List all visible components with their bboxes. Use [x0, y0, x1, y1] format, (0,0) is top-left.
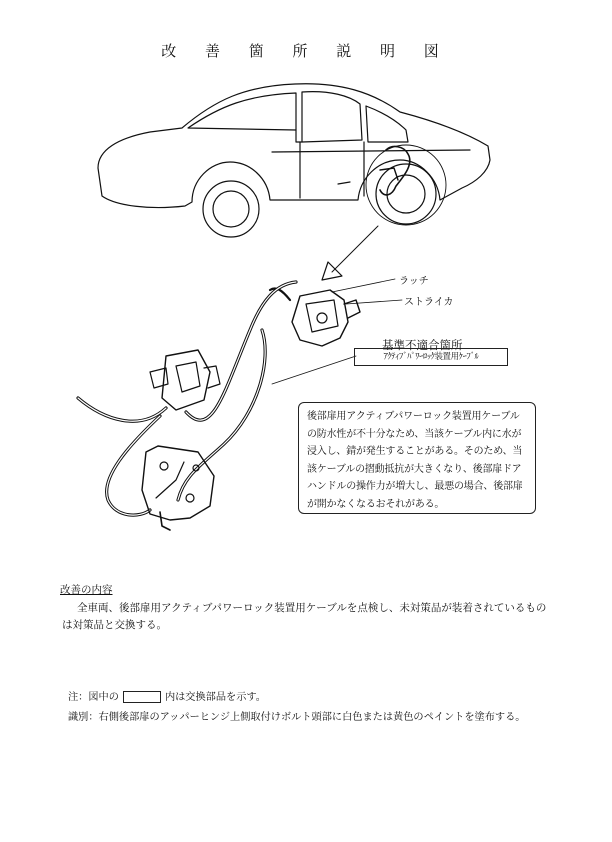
zoom-arrow [332, 226, 378, 272]
note-prefix: 注：図中の [68, 692, 119, 703]
content-body: 全車両、後部扉用アクティブパワーロック装置用ケーブルを点検し、未対策品が装着されているものは対策品と交換する。 [62, 602, 547, 631]
content-heading: 改善の内容 [60, 584, 113, 596]
latch-label: ラッチ [399, 276, 429, 287]
legend-box [123, 691, 161, 703]
page-title: 改 善 箇 所 説 明 図 [161, 42, 451, 60]
nonconformity-label: 基準不適合箇所 [382, 338, 463, 352]
replacement-part-box: ｱｸﾃｨﾌﾞﾊﾟﾜｰﾛｯｸ装置用ｹｰﾌﾞﾙ [354, 348, 508, 366]
car-illustration [98, 84, 490, 237]
note [68, 688, 266, 703]
explanation-box: 後部扉用アクティブパワーロック装置用ケーブルの防水性が不十分なため、当該ケーブル内に水が浸入し、錆が発生することがある。そのため、当該ケーブルの摺動抵抗が大きくなり、後部扉ドアハンドルの操作力が増大し、最悪の場合、後部扉が開かなくなるおそれがある。 [298, 402, 536, 514]
striker-label: ストライカ [404, 297, 454, 308]
note-suffix: 内は交換部品を示す。 [164, 692, 266, 703]
identification-note: 識別：右側後部扉のアッパーヒンジ上側取付けボルト頭部に白色または黄色のペイントを塗布する。 [68, 712, 526, 723]
